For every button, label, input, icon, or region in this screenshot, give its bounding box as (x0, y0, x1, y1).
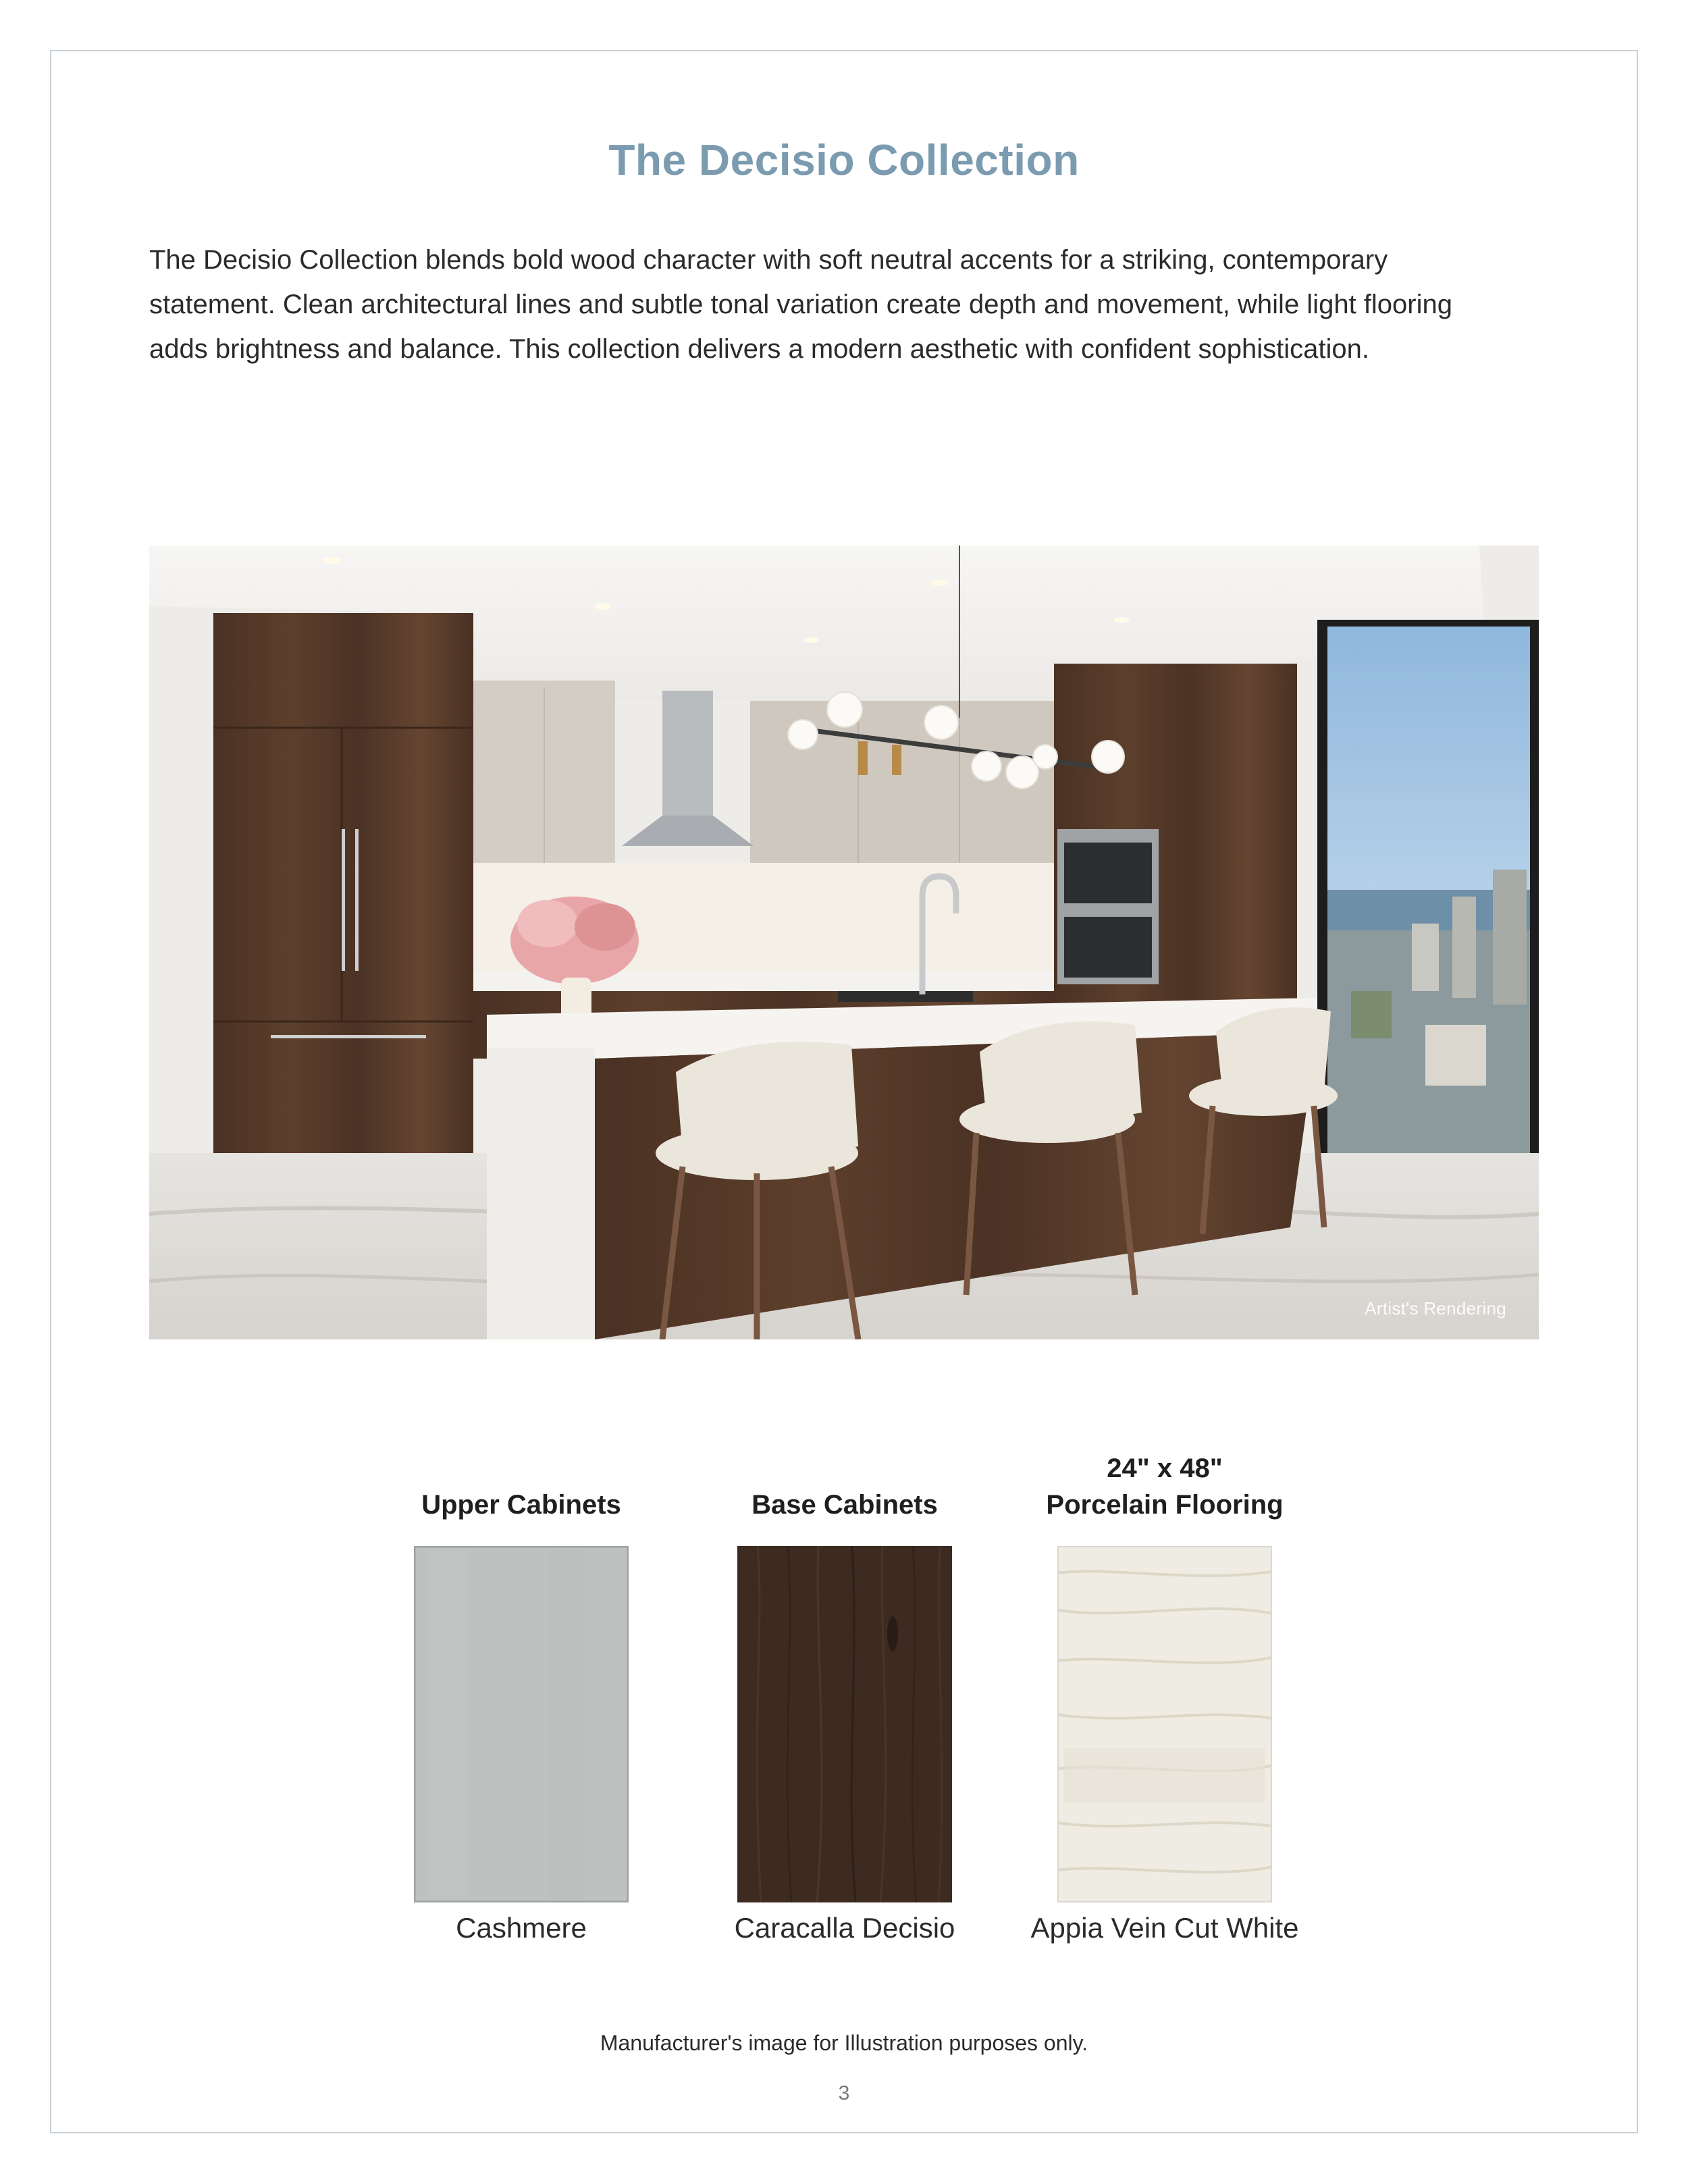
swatch-title (1003, 1438, 1327, 1526)
intro-line: statement. Clean architectural lines and subtle tonal variation create depth and movement, while light flooring (149, 290, 1452, 319)
photo-caption: Artist's Rendering (1365, 1298, 1506, 1319)
swatch-title (683, 1438, 1007, 1526)
intro-line: The Decisio Collection blends bold wood character with soft neutral accents for a striking, contemporary (149, 245, 1388, 275)
swatch-name: Appia Vein Cut White (1030, 1912, 1299, 1944)
swatch-sample-caracalla-decisio (737, 1546, 952, 1902)
swatch-sample-appia-vein-cut-white (1057, 1546, 1272, 1902)
intro-paragraph (149, 238, 1547, 371)
kitchen-rendering-image (149, 545, 1539, 1339)
swatch-base-cabinets (683, 1438, 1007, 1944)
swatch-name: Caracalla Decisio (734, 1912, 955, 1944)
swatch-title-line: Porcelain Flooring (1046, 1490, 1284, 1520)
swatch-title-line: 24" x 48" (1107, 1454, 1223, 1483)
swatch-upper-cabinets (359, 1438, 683, 1944)
illustration-disclaimer: Manufacturer's image for Illustration purposes only. (600, 2031, 1088, 2055)
swatch-sample-cashmere (414, 1546, 629, 1902)
intro-line: adds brightness and balance. This collection delivers a modern aesthetic with confident sophistication. (149, 334, 1369, 364)
page-title: The Decisio Collection (608, 136, 1080, 184)
swatch-title-line: Upper Cabinets (421, 1490, 621, 1520)
swatch-title (359, 1438, 683, 1526)
page-number: 3 (838, 2082, 850, 2104)
swatch-title-line: Base Cabinets (751, 1490, 938, 1520)
swatch-name: Cashmere (456, 1912, 587, 1944)
swatch-porcelain-flooring (1003, 1438, 1327, 1944)
